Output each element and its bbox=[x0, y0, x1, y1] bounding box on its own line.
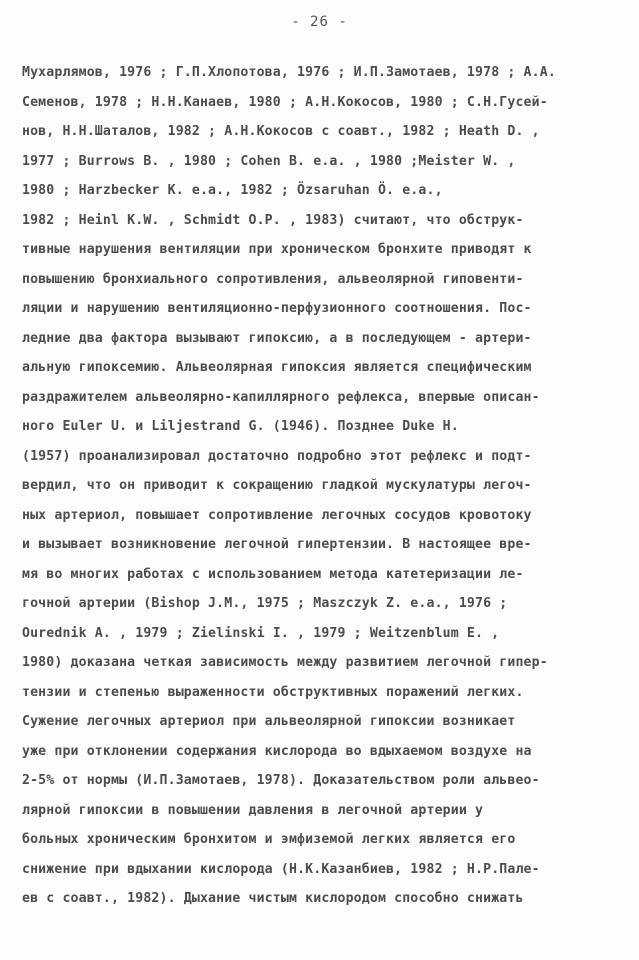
text-line: Мухарлямов, 1976 ; Г.П.Хлопотова, 1976 ; И.П.Замотаев, 1978 ; А.А. bbox=[22, 65, 556, 80]
text-line: альную гипоксемию. Альвеолярная гипоксия является специфическим bbox=[22, 360, 532, 375]
text-line: 1980 ; Harzbecker K. e.a., 1982 ; Özsaruhan Ö. e.a., bbox=[22, 183, 443, 198]
page-number: - 26 - bbox=[291, 14, 348, 30]
text-line: больных хроническим бронхитом и эмфиземой легких является его bbox=[22, 832, 516, 847]
text-line: ледние два фактора вызывают гипоксию, а в последующем - артери- bbox=[22, 330, 532, 346]
text-line: (1957) проанализировал достаточно подробно этот рефлекс и подт- bbox=[22, 448, 532, 464]
text-line: 1977 ; Burrows B. , 1980 ; Cohen B. e.a. , 1980 ;Meister W. , bbox=[22, 153, 516, 169]
text-line: нов, Н.Н.Шаталов, 1982 ; А.Н.Кокосов с соавт., 1982 ; Heath D. , bbox=[22, 124, 540, 139]
text-line: и вызывает возникновение легочной гипертензии. В настоящее вре- bbox=[22, 537, 532, 552]
text-line: повышению бронхиального сопротивления, альвеолярной гиповенти- bbox=[22, 271, 524, 287]
text-line: Ourednik A. , 1979 ; Zielinski I. , 1979 ; Weitzenblum E. , bbox=[22, 625, 500, 641]
text-line: гочной артерии (Bishop J.M., 1975 ; Maszczyk Z. e.a., 1976 ; bbox=[22, 596, 508, 611]
text-line: Семенов, 1978 ; Н.Н.Канаев, 1980 ; А.Н.Кокосов, 1980 ; С.Н.Гусей- bbox=[22, 94, 548, 110]
text-line: мя во многих работах с использованием метода катетеризации ле- bbox=[22, 566, 524, 582]
text-line: вердил, что он приводит к сокращению гладкой мускулатуры легоч- bbox=[22, 478, 532, 493]
text-line: ляции и нарушению вентиляционно-перфузионного соотношения. Пос- bbox=[22, 301, 532, 316]
text-line: ев с соавт., 1982). Дыхание чистым кислородом способно снижать bbox=[22, 891, 524, 906]
text-line: раздражителем альвеолярно-капиллярного рефлекса, впервые описан- bbox=[22, 389, 540, 405]
text-line: снижение при вдыхании кислорода (Н.К.Казанбиев, 1982 ; Н.Р.Пале- bbox=[22, 861, 540, 877]
text-line: ных артериол, повышает сопротивление легочных сосудов кровотоку bbox=[22, 507, 532, 523]
text-line: лярной гипоксии в повышении давления в легочной артерии у bbox=[22, 802, 484, 818]
text-line: Сужение легочных артериол при альвеолярной гипоксии возникает bbox=[22, 714, 516, 729]
text-line: уже при отклонении содержания кислорода во вдыхаемом воздухе на bbox=[22, 743, 532, 759]
body-text bbox=[22, 58, 622, 914]
text-line: 1982 ; Heinl K.W. , Schmidt O.P. , 1983) считают, что обструк- bbox=[22, 212, 524, 228]
text-line: тензии и степенью выраженности обструктивных поражений легких. bbox=[22, 684, 524, 700]
text-line: 1980) доказана четкая зависимость между развитием легочной гипер- bbox=[22, 655, 548, 670]
text-line: ного Euler U. и Liljestrand G. (1946). Позднее Duke H. bbox=[22, 419, 459, 434]
text-line: тивные нарушения вентиляции при хроническом бронхите приводят к bbox=[22, 242, 532, 257]
text-line: 2-5% от нормы (И.П.Замотаев, 1978). Доказательством роли альвео- bbox=[22, 773, 540, 788]
